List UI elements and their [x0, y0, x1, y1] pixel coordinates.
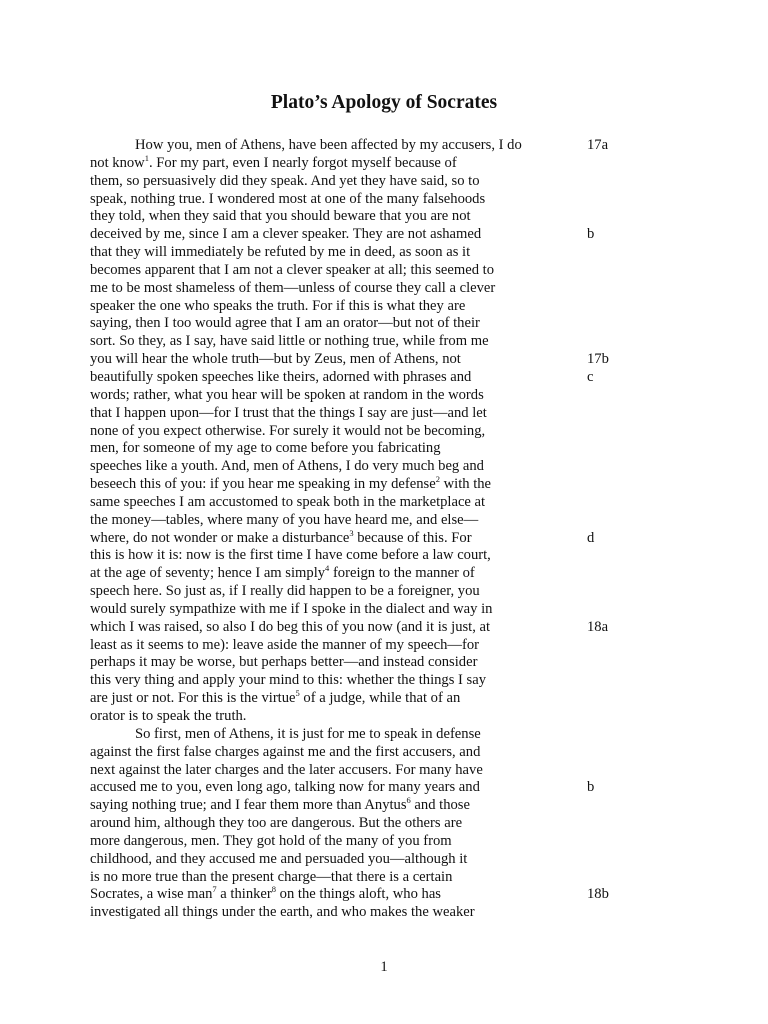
text-line: [0, 797, 768, 815]
stephanus-reference: c: [587, 368, 594, 385]
text-segment: are just or not. For this is the virtue: [90, 690, 296, 707]
line-text: [90, 405, 487, 423]
line-text: [90, 152, 457, 173]
text-line: [0, 547, 768, 565]
text-segment: speeches like a youth. And, men of Athens, I do very much beg and: [90, 458, 484, 475]
text-line: [0, 619, 768, 637]
text-line: [0, 280, 768, 298]
stephanus-reference: d: [587, 529, 595, 546]
text-line: [0, 387, 768, 405]
text-segment: words; rather, what you hear will be spoken at random in the words: [90, 386, 484, 403]
text-segment: speaker the one who speaks the truth. For if this is what they are: [90, 297, 466, 314]
text-segment: same speeches I am accustomed to speak both in the marketplace at: [90, 493, 486, 510]
text-segment: deceived by me, since I am a clever speaker. They are not ashamed: [90, 226, 482, 243]
text-line: [0, 262, 768, 280]
text-segment: speak, nothing true. I wondered most at one of the many falsehoods: [90, 190, 486, 207]
line-text: [90, 315, 480, 333]
text-segment: a thinker: [216, 886, 272, 903]
text-segment: becomes apparent that I am not a clever speaker at all; this seemed to: [90, 261, 495, 278]
text-segment: beseech this of you: if you hear me speaking in my defense: [90, 476, 436, 493]
text-segment: of a judge, while that of an: [299, 690, 461, 707]
line-text: [90, 797, 470, 815]
text-line: [0, 779, 768, 797]
text-line: [0, 762, 768, 780]
stephanus-reference: 17a: [587, 137, 609, 153]
text-line: [0, 637, 768, 655]
text-line: [0, 726, 768, 744]
text-line: [0, 315, 768, 333]
text-segment: me to be most shameless of them—unless of course they call a clever: [90, 279, 496, 296]
text-segment: this very thing and apply your mind to this: whether the things I say: [90, 672, 487, 689]
text-line: [0, 672, 768, 690]
line-text: [90, 833, 452, 851]
line-text: [90, 244, 470, 262]
text-line: [0, 851, 768, 869]
text-line: [0, 440, 768, 458]
text-segment: least as it seems to me): leave aside the manner of my speech—for: [90, 636, 480, 653]
text-segment: saying nothing true; and I fear them more than Anytus: [90, 797, 407, 814]
stephanus-reference: 18a: [587, 618, 609, 635]
text-line: [0, 137, 768, 155]
text-line: [0, 601, 768, 619]
footnote-marker: 2: [435, 474, 440, 485]
text-line: [0, 654, 768, 672]
text-line: [0, 583, 768, 601]
text-line: [0, 333, 768, 351]
text-line: [0, 744, 768, 762]
line-text: [90, 208, 471, 226]
line-text: [90, 690, 460, 708]
stephanus-reference: 18b: [587, 886, 609, 903]
footnote-marker: 1: [144, 152, 149, 163]
line-text: [90, 512, 478, 530]
line-text: [90, 191, 485, 209]
text-segment: around him, although they too are dangerous. But the others are: [90, 815, 463, 832]
text-segment: childhood, and they accused me and persuaded you—although it: [90, 850, 468, 867]
line-text: [90, 851, 467, 869]
line-text: [90, 440, 441, 458]
text-segment: foreign to the manner of: [329, 565, 475, 582]
text-segment: perhaps it may be worse, but perhaps better—and instead consider: [90, 654, 478, 671]
line-text: [90, 173, 480, 191]
text-line: [0, 512, 768, 530]
line-text: [90, 226, 481, 244]
line-text: [90, 744, 480, 762]
footnote-marker: 8: [271, 884, 277, 895]
document-title: Plato’s Apology of Socrates: [270, 92, 498, 113]
text-segment: none of you expect otherwise. For surely it would not be becoming,: [90, 422, 486, 439]
text-segment: on the things aloft, who has: [276, 886, 441, 903]
line-text: [90, 369, 471, 387]
text-line: [0, 226, 768, 244]
text-line: [0, 173, 768, 191]
line-text: [90, 458, 484, 476]
text-segment: . For my part, even I nearly forgot myself because of: [148, 154, 457, 171]
line-text: [90, 637, 479, 655]
text-line: [0, 690, 768, 708]
footnote-marker: 5: [295, 688, 300, 699]
line-text: [90, 619, 490, 637]
text-segment: not know: [90, 154, 145, 171]
text-segment: How you, men of Athens, have been affected by my accusers, I do: [135, 137, 522, 153]
line-text: [90, 351, 461, 369]
text-line: [0, 405, 768, 423]
text-line: [0, 208, 768, 226]
line-text: [90, 333, 489, 351]
line-text: [90, 904, 475, 922]
text-segment: this is how it is: now is the first time I have come before a law court,: [90, 547, 491, 564]
line-text: [135, 137, 522, 155]
text-segment: that they will immediately be refuted by me in deed, as soon as it: [90, 244, 471, 261]
line-text: [90, 494, 485, 512]
text-line: [0, 494, 768, 512]
line-text: [90, 387, 484, 405]
line-text: [90, 815, 462, 833]
line-text: [90, 708, 246, 726]
text-segment: So first, men of Athens, it is just for me to speak in defense: [135, 725, 481, 742]
line-text: [90, 423, 485, 441]
text-line: [0, 708, 768, 726]
line-text: [90, 672, 486, 690]
text-line: [0, 191, 768, 209]
text-segment: with the: [439, 476, 492, 493]
text-segment: which I was raised, so also I do beg this of you now (and it is just, at: [90, 618, 491, 635]
text-segment: at the age of seventy; hence I am simply: [90, 565, 326, 582]
text-segment: investigated all things under the earth, and who makes the weaker: [90, 904, 475, 921]
line-text: [90, 779, 480, 797]
text-segment: would surely sympathize with me if I spoke in the dialect and way in: [90, 600, 493, 617]
text-line: [0, 886, 768, 904]
line-text: [135, 726, 481, 744]
text-segment: beautifully spoken speeches like theirs, adorned with phrases and: [90, 368, 472, 385]
line-text: [90, 547, 491, 565]
footnote-marker: 3: [349, 527, 354, 538]
text-line: [0, 423, 768, 441]
text-segment: against the first false charges against me and the first accusers, and: [90, 743, 481, 760]
text-line: [0, 476, 768, 494]
text-segment: sort. So they, as I say, have said little or nothing true, while from me: [90, 333, 489, 350]
text-segment: next against the later charges and the later accusers. For many have: [90, 761, 483, 778]
line-text: [90, 762, 483, 780]
text-segment: men, for someone of my age to come before you fabricating: [90, 440, 441, 457]
line-text: [90, 476, 491, 494]
text-line: [0, 369, 768, 387]
text-line: [0, 458, 768, 476]
footnote-marker: 7: [212, 884, 217, 895]
text-segment: them, so persuasively did they speak. And yet they have said, so to: [90, 172, 480, 189]
text-line: [0, 298, 768, 316]
text-segment: speech here. So just as, if I really did happen to be a foreigner, you: [90, 583, 480, 600]
text-line: [0, 351, 768, 369]
line-text: [90, 298, 465, 316]
line-text: [90, 886, 441, 904]
line-text: [90, 565, 475, 583]
text-segment: is no more true than the present charge—that there is a certain: [90, 868, 453, 885]
footnote-marker: 6: [406, 795, 411, 806]
page-number: 1: [380, 959, 388, 975]
line-text: [90, 280, 495, 298]
text-line: [0, 815, 768, 833]
stephanus-reference: b: [587, 779, 595, 796]
stephanus-reference: 17b: [587, 351, 609, 368]
text-segment: and those: [410, 797, 470, 814]
line-text: [90, 262, 494, 280]
text-segment: where, do not wonder or make a disturbance: [90, 529, 350, 546]
text-line: [0, 904, 768, 922]
line-text: [90, 654, 477, 672]
text-segment: Socrates, a wise man: [90, 886, 213, 903]
text-segment: more dangerous, men. They got hold of the many of you from: [90, 832, 452, 849]
text-segment: saying, then I too would agree that I am an orator—but not of their: [90, 315, 480, 332]
text-segment: you will hear the whole truth—but by Zeus, men of Athens, not: [90, 351, 461, 368]
text-line: [0, 152, 768, 173]
text-segment: the money—tables, where many of you have heard me, and else—: [90, 511, 479, 528]
text-segment: because of this. For: [353, 529, 472, 546]
text-line: [0, 565, 768, 583]
stephanus-reference: b: [587, 226, 595, 243]
line-text: [90, 527, 472, 548]
text-segment: that I happen upon—for I trust that the things I say are just—and let: [90, 404, 487, 421]
text-line: [0, 244, 768, 262]
document-body: [0, 137, 768, 922]
footnote-marker: 4: [325, 563, 330, 574]
text-line: [0, 833, 768, 851]
text-segment: they told, when they said that you should beware that you are not: [90, 208, 471, 225]
text-line: [0, 869, 768, 887]
line-text: [90, 601, 492, 619]
text-segment: orator is to speak the truth.: [90, 708, 247, 724]
text-segment: accused me to you, even long ago, talking now for many years and: [90, 779, 480, 796]
line-text: [90, 583, 480, 601]
text-line: [0, 527, 768, 548]
